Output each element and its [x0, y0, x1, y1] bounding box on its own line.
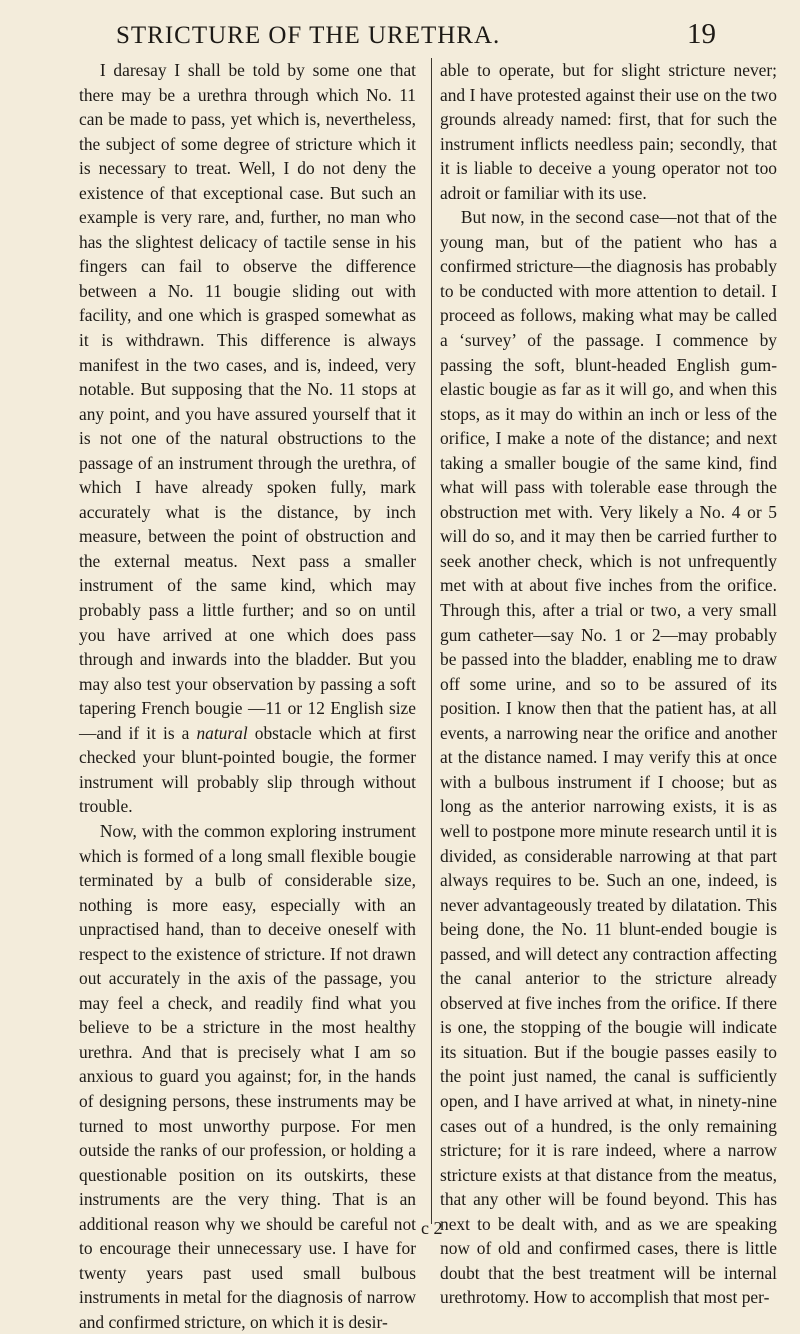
page-number: 19: [687, 18, 716, 50]
paragraph-text: obstacle which at first checked your blunt-pointed bougie, the former instrument will probably slip through without trouble.: [79, 722, 416, 817]
page-header: [116, 18, 716, 54]
paragraph: [79, 58, 416, 819]
left-column: [79, 58, 416, 1334]
italic-word: natural: [196, 722, 248, 743]
paragraph: Now, with the common exploring instrument which is formed of a long small flexible bougie terminated by a bulb of considerable size, nothing is more easy, especially with an unpractised hand, than to deceive oneself with respect to the existence of stricture. If not drawn out accurately in the axis of the passage, you may feel a check, and readily find what you believe to be a stricture in the most healthy urethra. And that is precisely what I am so anxious to guard you against; for, in the hands of designing persons, these instruments may be turned to most unworthy purpose. For men outside the ranks of our profession, or holding a questionable position on its outskirts, these instruments are the very thing. That is an additional reason why we should be careful not to encourage their unnecessary use. I have for twenty years past used small bulbous instruments in metal for the diagnosis of narrow and confirmed stricture, on which it is desir-: [79, 820, 416, 1332]
paragraph: able to operate, but for slight stricture never; and I have protested against their use on the two grounds already named: first, that for such the instrument inflicts needless pain; secondly, that it is liable to deceive a young operator not too adroit or familiar with its use.: [440, 60, 777, 203]
paragraph-text: I daresay I shall be told by some one that there may be a urethra through which No. 11 can be made to pass, yet which is, nevertheless, the subject of some degree of stricture which it is necessary to treat. Well, I do not deny the existence of that exceptional case. But such an example is very rare, and, further, no man who has the slightest delicacy of tactile sense in his fingers can fail to observe the difference between a No. 11 bougie sliding out with facility, and one which is grasped somewhat as it is withdrawn. This difference is always manifest in the two cases, and is, indeed, very notable. But supposing that the No. 11 stops at any point, and you have assured yourself that it is not one of the natural obstructions to the passage of an instrument through the urethra, of which I have already spoken fully, mark accurately what is the distance, by inch measure, between the point of obstruction and the external meatus. Next pass a smaller instrument of the same kind, which may probably pass a little further; and so on until you have arrived at one which does pass through and inwards into the bladder. But you may also test your observation by passing a soft tapering French bougie —11 or 12 English size—and if it is a: [79, 60, 416, 743]
column-divider: [431, 58, 432, 1224]
signature-mark: c 2: [421, 1218, 443, 1238]
paragraph: But now, in the second case—not that of the young man, but of the patient who has a confirmed stricture—the diagnosis has probably to be conducted with more attention to detail. I proceed as follows, making what may be called a ‘survey’ of the passage. I commence by passing the soft, blunt-headed English gum-elastic bougie as far as it will go, and when this stops, as it may do within an inch or less of the orifice, I make a note of the distance; and next taking a smaller bougie of the same kind, find what will pass with tolerable ease through the obstruction met with. Very likely a No. 4 or 5 will do so, and it may then be carried further to seek another check, which is not unfrequently met with at about five inches from the orifice. Through this, after a trial or two, a very small gum catheter—say No. 1 or 2—may probably be passed into the bladder, enabling me to draw off some urine, and so to be assured of its position. I know then that the patient has, at all events, a narrowing near the orifice and another at the distance named. I may verify this at once with a bulbous instrument if I choose; but as long as the anterior narrowing exists, it is as well to postpone more minute research until it is divided, as considerable narrowing at that part always requires to be. Such an one, indeed, is never advantageously treated by dilatation. This being done, the No. 11 blunt-ended bougie is passed, and will detect any contraction affecting the canal anterior to the stricture already observed at five inches from the orifice. If there is one, the stopping of the bougie will indicate its situation. But if the bougie passes easily to the point just named, the canal is sufficiently open, and I have arrived at what, in ninety-nine cases out of a hundred, is the only remaining stricture; for it is rare indeed, where a narrow stricture exists at that distance from the meatus, that any other will be found beyond. This has next to be dealt with, and as we are speaking now of old and confirmed cases, there is little doubt that the best treatment will be internal urethrotomy. How to accomplish that most per-: [440, 207, 777, 1308]
running-title: STRICTURE OF THE URETHRA.: [116, 22, 501, 49]
right-column: [440, 58, 777, 1310]
